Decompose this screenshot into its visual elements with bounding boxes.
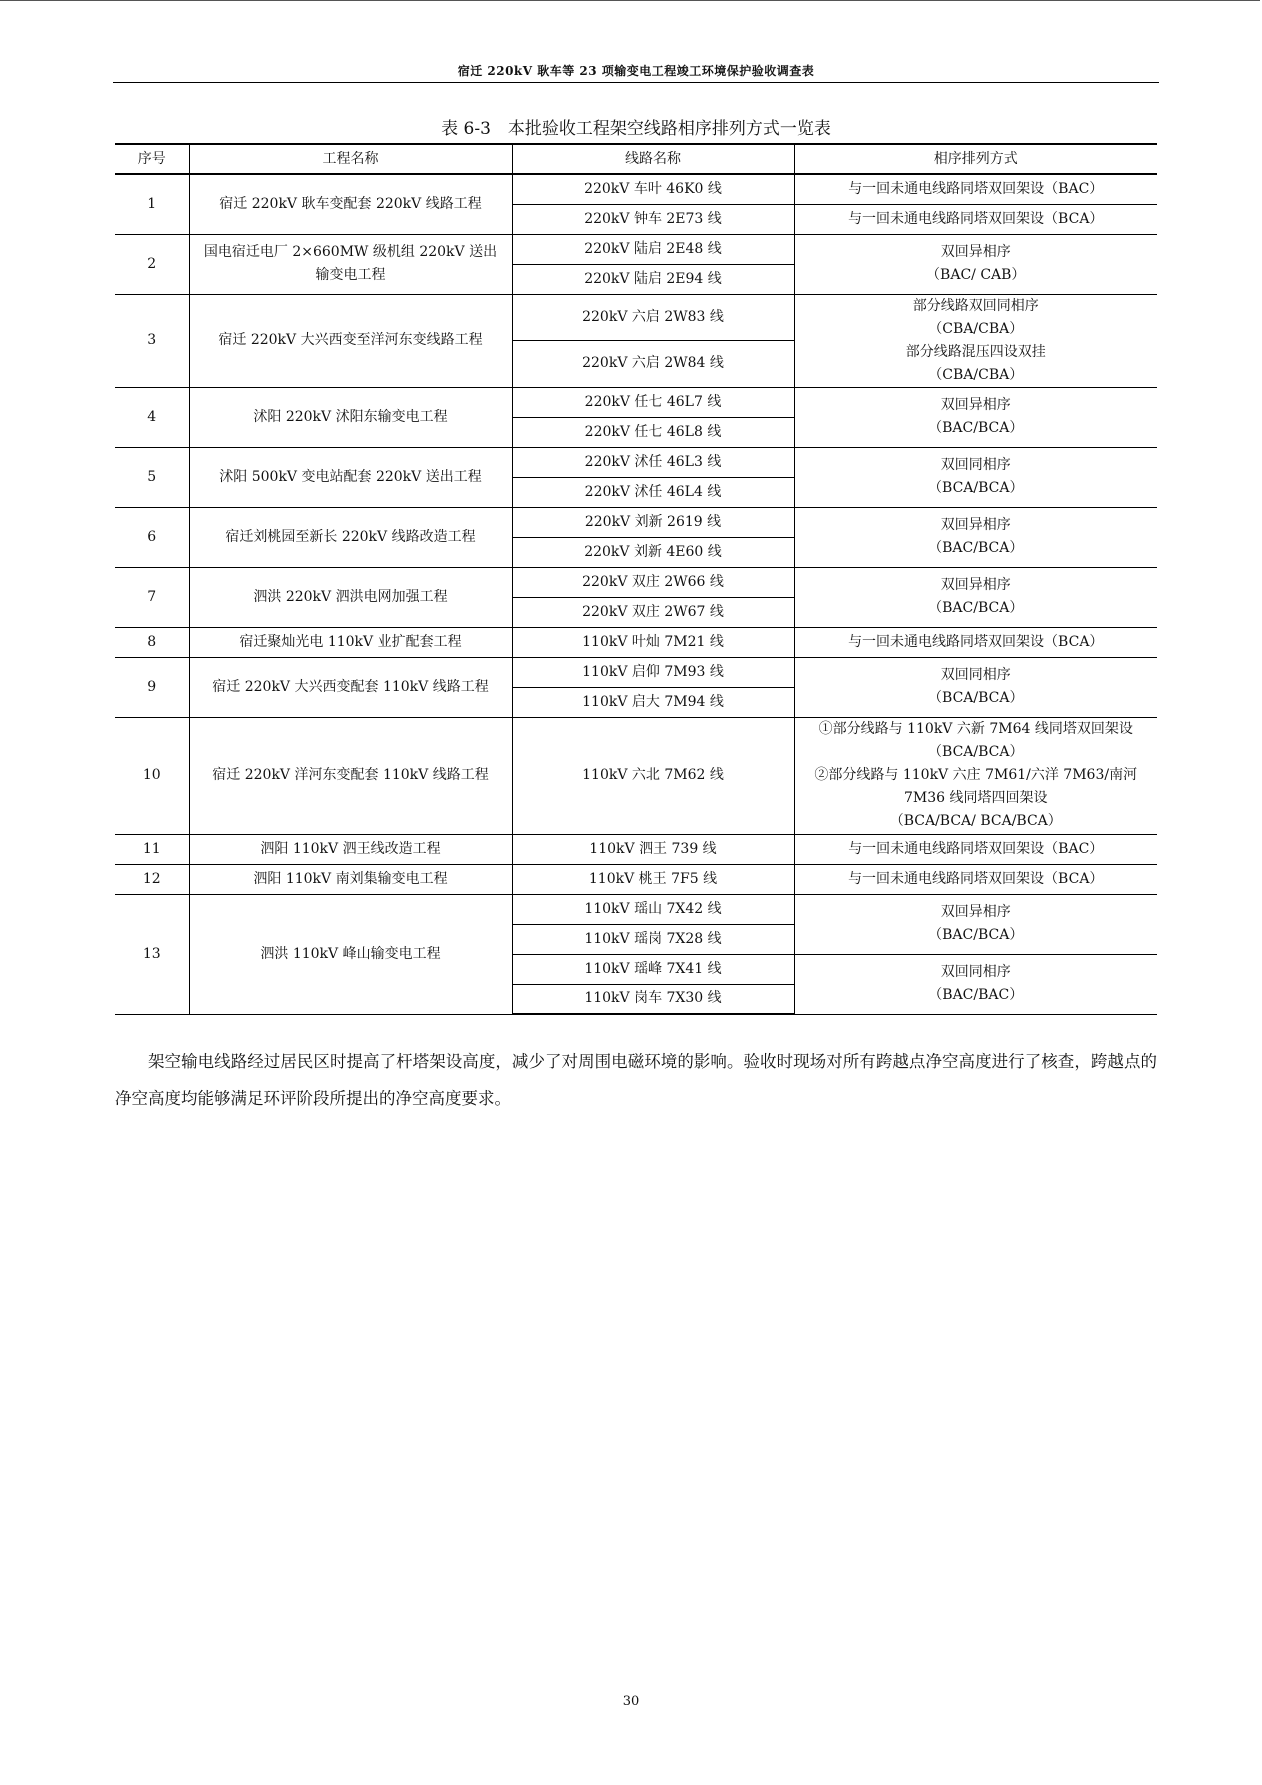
table-row — [115, 507, 1157, 537]
table-row — [115, 387, 1157, 417]
line-name-cell: 110kV 瑶山 7X42 线 — [512, 894, 794, 924]
column-header: 序号 — [115, 144, 189, 174]
phase-sequence-cell: 与一回未通电线路同塔双回架设（BAC） — [794, 834, 1157, 864]
line-name-cell: 110kV 泗王 739 线 — [512, 834, 794, 864]
phase-sequence-cell: 双回异相序 （BAC/ CAB） — [794, 234, 1157, 294]
phase-sequence-cell: ①部分线路与 110kV 六新 7M64 线同塔双回架设 （BCA/BCA） ②部分线路与 110kV 六庄 7M61/六洋 7M63/南河 7M36 线同塔四回架设 （BCA/BCA/ BCA/BCA） — [794, 717, 1157, 834]
row-number-cell: 8 — [115, 627, 189, 657]
phase-sequence-cell: 双回同相序 （BCA/BCA） — [794, 657, 1157, 717]
column-header: 相序排列方式 — [794, 144, 1157, 174]
header-rule — [113, 82, 1159, 83]
table-row — [115, 717, 1157, 834]
line-name-cell: 220kV 任七 46L7 线 — [512, 387, 794, 417]
line-name-cell: 220kV 任七 46L8 线 — [512, 417, 794, 447]
row-number-cell: 6 — [115, 507, 189, 567]
line-name-cell: 220kV 双庄 2W67 线 — [512, 597, 794, 627]
project-name-cell: 宿迁聚灿光电 110kV 业扩配套工程 — [189, 627, 512, 657]
row-number-cell: 2 — [115, 234, 189, 294]
line-name-cell: 220kV 双庄 2W66 线 — [512, 567, 794, 597]
line-name-cell: 220kV 车叶 46K0 线 — [512, 174, 794, 204]
project-name-cell: 泗洪 110kV 峰山输变电工程 — [189, 894, 512, 1014]
line-name-cell: 110kV 六北 7M62 线 — [512, 717, 794, 834]
line-name-cell: 220kV 沭任 46L4 线 — [512, 477, 794, 507]
table-row — [115, 174, 1157, 204]
row-number-cell: 11 — [115, 834, 189, 864]
phase-sequence-cell: 双回同相序 （BAC/BAC） — [794, 954, 1157, 1014]
project-name-cell: 宿迁 220kV 大兴西变至洋河东变线路工程 — [189, 294, 512, 387]
project-name-cell: 宿迁刘桃园至新长 220kV 线路改造工程 — [189, 507, 512, 567]
phase-sequence-cell: 双回异相序 （BAC/BCA） — [794, 567, 1157, 627]
line-name-cell: 220kV 六启 2W83 线 — [512, 294, 794, 341]
phase-sequence-cell: 部分线路双回同相序 （CBA/CBA） 部分线路混压四设双挂 （CBA/CBA） — [794, 294, 1157, 387]
project-name-cell: 沭阳 500kV 变电站配套 220kV 送出工程 — [189, 447, 512, 507]
project-name-cell: 宿迁 220kV 洋河东变配套 110kV 线路工程 — [189, 717, 512, 834]
phase-sequence-cell: 与一回未通电线路同塔双回架设（BAC） — [794, 174, 1157, 204]
phase-sequence-cell: 与一回未通电线路同塔双回架设（BCA） — [794, 204, 1157, 234]
phase-sequence-cell: 双回异相序 （BAC/BCA） — [794, 894, 1157, 954]
line-name-cell: 220kV 陆启 2E48 线 — [512, 234, 794, 264]
table-header-row — [115, 144, 1157, 174]
table-row — [115, 567, 1157, 597]
table-row — [115, 234, 1157, 264]
table-row — [115, 864, 1157, 894]
project-name-cell: 泗阳 110kV 泗王线改造工程 — [189, 834, 512, 864]
column-header: 线路名称 — [512, 144, 794, 174]
page-number: 30 — [622, 1694, 640, 1709]
line-name-cell: 220kV 刘新 2619 线 — [512, 507, 794, 537]
project-name-cell: 沭阳 220kV 沭阳东输变电工程 — [189, 387, 512, 447]
phase-sequence-cell: 双回同相序 （BCA/BCA） — [794, 447, 1157, 507]
running-header: 宿迁 220kV 耿车等 23 项输变电工程竣工环境保护验收调查表 — [457, 64, 815, 78]
page-top-edge — [0, 0, 1260, 1]
line-name-cell: 220kV 刘新 4E60 线 — [512, 537, 794, 567]
line-name-cell: 220kV 沭任 46L3 线 — [512, 447, 794, 477]
row-number-cell: 5 — [115, 447, 189, 507]
row-number-cell: 12 — [115, 864, 189, 894]
project-name-cell: 宿迁 220kV 耿车变配套 220kV 线路工程 — [189, 174, 512, 234]
phase-sequence-cell: 双回异相序 （BAC/BCA） — [794, 507, 1157, 567]
line-name-cell: 220kV 钟车 2E73 线 — [512, 204, 794, 234]
row-number-cell: 1 — [115, 174, 189, 234]
project-name-cell: 宿迁 220kV 大兴西变配套 110kV 线路工程 — [189, 657, 512, 717]
row-number-cell: 13 — [115, 894, 189, 1014]
table-row — [115, 294, 1157, 341]
row-number-cell: 7 — [115, 567, 189, 627]
line-name-cell: 110kV 瑶岗 7X28 线 — [512, 924, 794, 954]
phase-sequence-cell: 双回异相序 （BAC/BCA） — [794, 387, 1157, 447]
table-row — [115, 447, 1157, 477]
row-number-cell: 3 — [115, 294, 189, 387]
table-row — [115, 627, 1157, 657]
row-number-cell: 9 — [115, 657, 189, 717]
line-name-cell: 110kV 启大 7M94 线 — [512, 687, 794, 717]
phase-sequence-cell: 与一回未通电线路同塔双回架设（BCA） — [794, 864, 1157, 894]
row-number-cell: 10 — [115, 717, 189, 834]
table-row — [115, 834, 1157, 864]
column-header: 工程名称 — [189, 144, 512, 174]
line-name-cell: 110kV 叶灿 7M21 线 — [512, 627, 794, 657]
table-row — [115, 657, 1157, 687]
project-name-cell: 国电宿迁电厂 2×660MW 级机组 220kV 送出输变电工程 — [189, 234, 512, 294]
row-number-cell: 4 — [115, 387, 189, 447]
project-name-cell: 泗洪 220kV 泗洪电网加强工程 — [189, 567, 512, 627]
line-name-cell: 110kV 桃王 7F5 线 — [512, 864, 794, 894]
line-name-cell: 220kV 六启 2W84 线 — [512, 341, 794, 388]
line-name-cell: 110kV 岗车 7X30 线 — [512, 984, 794, 1014]
body-paragraph: 架空输电线路经过居民区时提高了杆塔架设高度，减少了对周围电磁环境的影响。验收时现场对所有跨越点净空高度进行了核查，跨越点的净空高度均能够满足环评阶段所提出的净空高度要求。 — [115, 1052, 1157, 1108]
phase-sequence-cell: 与一回未通电线路同塔双回架设（BCA） — [794, 627, 1157, 657]
phase-sequence-table — [115, 143, 1157, 1015]
line-name-cell: 110kV 启仰 7M93 线 — [512, 657, 794, 687]
line-name-cell: 110kV 瑶峰 7X41 线 — [512, 954, 794, 984]
table-caption: 表 6-3 本批验收工程架空线路相序排列方式一览表 — [441, 119, 831, 139]
project-name-cell: 泗阳 110kV 南刘集输变电工程 — [189, 864, 512, 894]
table-row — [115, 894, 1157, 924]
line-name-cell: 220kV 陆启 2E94 线 — [512, 264, 794, 294]
